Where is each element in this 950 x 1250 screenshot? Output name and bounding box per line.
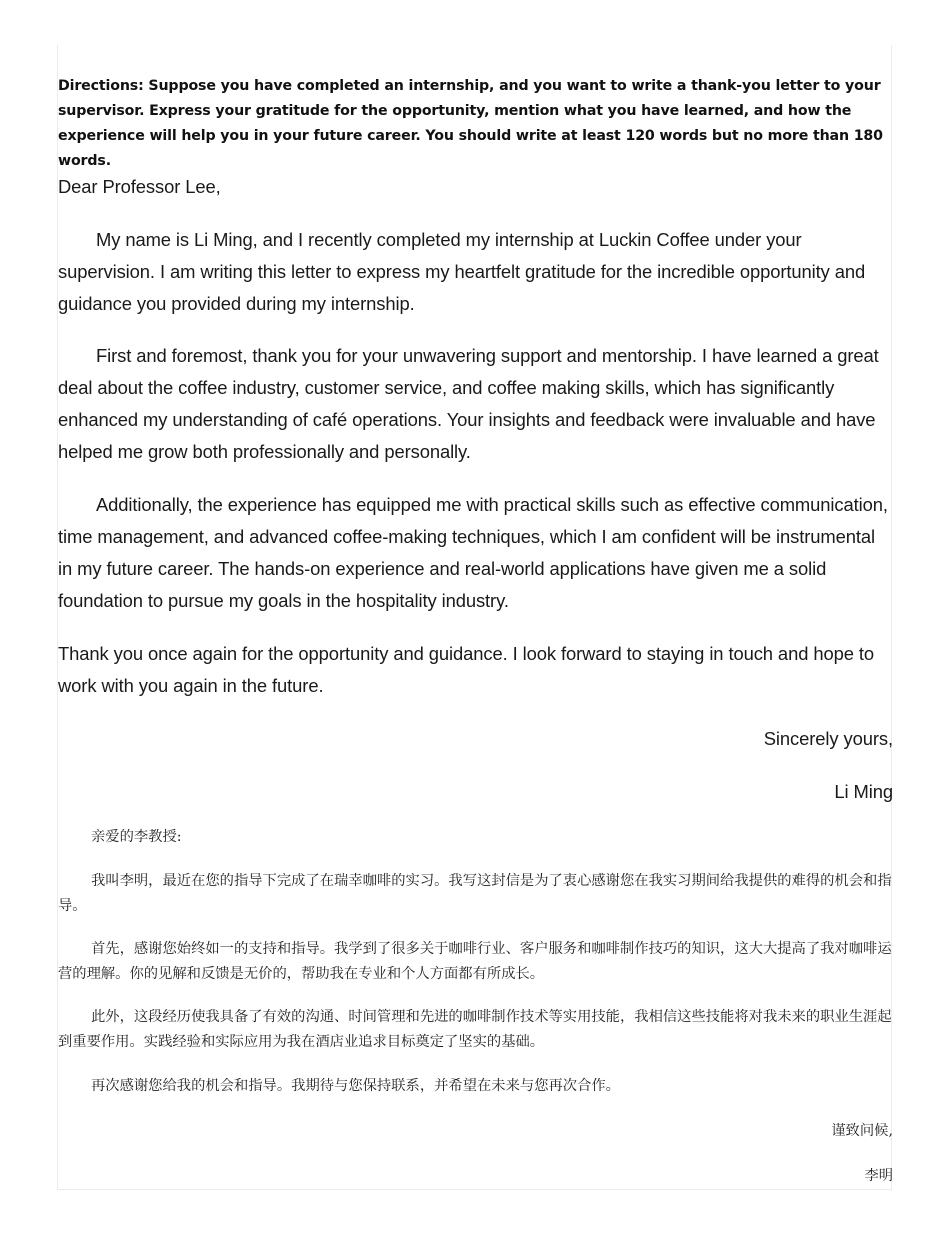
- english-salutation: Dear Professor Lee,: [58, 176, 221, 197]
- chinese-salutation: 亲爱的李教授:: [91, 829, 182, 845]
- english-paragraph-2: First and foremost, thank you for your unwavering support and mentorship. I have learned a great deal about the coffee industry, customer service, and coffee making skills, which has significantly enhanced my understanding of café operations. Your insights and feedback were invaluable and have helped me grow both professionally and personally.: [58, 345, 879, 462]
- english-closing-paragraph: Thank you once again for the opportunity and guidance. I look forward to staying in touch and hope to work with you again in the future.: [58, 643, 874, 696]
- document-page: [57, 45, 892, 1190]
- chinese-paragraph-3: 此外，这段经历使我具备了有效的沟通、时间管理和先进的咖啡制作技术等实用技能，我相信这些技能将对我未来的职业生涯起到重要作用。实践经验和实际应用为我在酒店业追求目标奠定了坚实的基础。: [58, 1009, 892, 1050]
- english-signature: Li Ming: [834, 781, 893, 802]
- english-paragraph-3: Additionally, the experience has equipped me with practical skills such as effective communication, time management, and advanced coffee-making techniques, which I am confident will be instrumental in my future career. The hands-on experience and real-world applications have given me a solid foundation to pursue my goals in the hospitality industry.: [58, 494, 888, 611]
- english-sign-off: Sincerely yours,: [763, 728, 893, 749]
- english-paragraph-1: My name is Li Ming, and I recently completed my internship at Luckin Coffee under your supervision. I am writing this letter to express my heartfelt gratitude for the incredible opportunity and guidance you provided during my internship.: [58, 229, 866, 314]
- directions-text: Directions: Suppose you have completed an internship, and you want to write a thank-you letter to your supervisor. Express your gratitude for the opportunity, mention what you have learned, and how the experience will help you in your future career. You should write at least 120 words but no more than 180 words.: [58, 78, 883, 169]
- chinese-paragraph-2: 首先，感谢您始终如一的支持和指导。我学到了很多关于咖啡行业、客户服务和咖啡制作技巧的知识，这大大提高了我对咖啡运营的理解。你的见解和反馈是无价的，帮助我在专业和个人方面都有所成长。: [58, 941, 892, 982]
- chinese-sign-off: 谨致问候,: [831, 1123, 893, 1139]
- chinese-signature: 李明: [864, 1168, 893, 1184]
- chinese-paragraph-1: 我叫李明，最近在您的指导下完成了在瑞幸咖啡的实习。我写这封信是为了衷心感谢您在我实习期间给我提供的难得的机会和指导。: [58, 873, 892, 914]
- chinese-closing-paragraph: 再次感谢您给我的机会和指导。我期待与您保持联系，并希望在未来与您再次合作。: [91, 1078, 620, 1094]
